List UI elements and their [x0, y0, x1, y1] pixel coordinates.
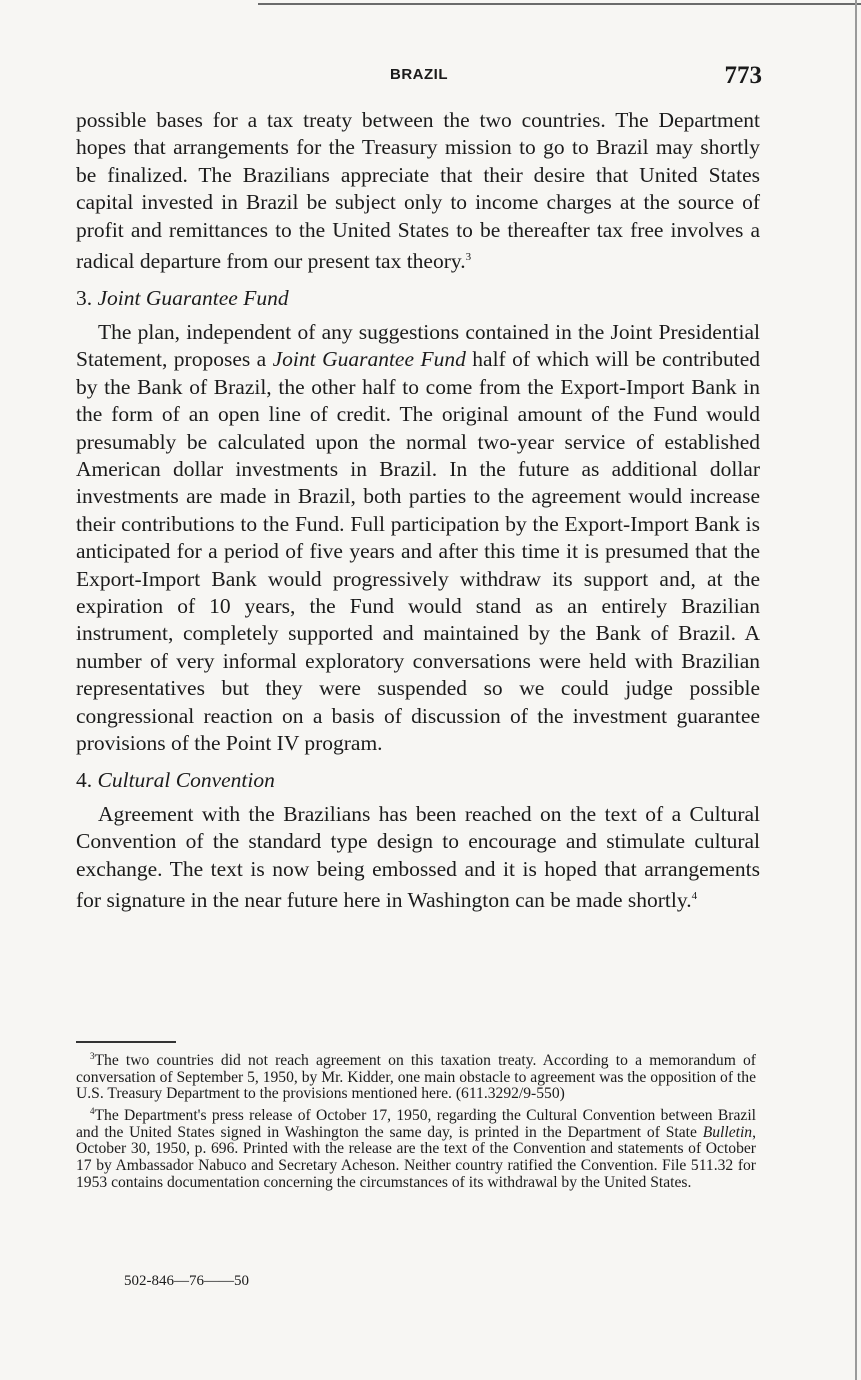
- section-4-number: 4.: [76, 767, 93, 792]
- footnote-4: [76, 1103, 756, 1191]
- footnote-ref-4: 4: [691, 890, 698, 903]
- running-head-title: BRAZIL: [390, 66, 448, 83]
- page-edge-shadow: [855, 0, 857, 1380]
- section-3-heading: [76, 285, 760, 312]
- footnote-3-marker: 3: [90, 1051, 95, 1061]
- opening-paragraph: [76, 107, 760, 276]
- body-text: [76, 107, 760, 915]
- section-3-paragraph: [76, 319, 760, 758]
- footnote-4-text-a: The Department's press release of October 17, 1950, regarding the Cultural Convention between Brazil and the United States signed in Washington the same day, is printed in the Department of State: [76, 1107, 756, 1141]
- footnote-4-bulletin: Bulletin: [702, 1123, 753, 1141]
- running-head: [76, 62, 762, 92]
- opening-paragraph-text: possible bases for a tax treaty between the two countries. The Department hopes that arrangements for the Treasury mission to go to Brazil may shortly be finalized. The Brazilians appreciate that their desire that United States capital invested in Brazil be subject only to income charges at the source of profit and remittances to the United States to be thereafter tax free involves a radical departure from our present tax theory.: [76, 108, 760, 274]
- footnote-3: [76, 1048, 756, 1103]
- section-4-title: Cultural Convention: [97, 767, 275, 792]
- section-3-number: 3.: [76, 285, 93, 310]
- section-3-title: Joint Guarantee Fund: [97, 285, 289, 310]
- footnotes: [76, 1048, 756, 1191]
- page-number: 773: [724, 62, 762, 89]
- section-3-italic-term: Joint Guarantee Fund: [272, 347, 466, 372]
- section-3-text-b: half of which will be contributed by the Bank of Brazil, the other half to come from the Export-Import Bank in the form of an open line of credit. The original amount of the Fund would presumably be calculated upon the normal two-year service of established American dollar investments in Brazil. In the future as additional dollar investments are made in Brazil, both parties to the agreement would increase their contributions to the Fund. Full participation by the Export-Import Bank is anticipated for a period of five years and after this time it is presumed that the Export-Import Bank would progressively withdraw its support and, at the expiration of 10 years, the Fund would stand as an entirely Brazilian instrument, completely supported and maintained by the Bank of Brazil. A number of very informal exploratory conversations were held with Brazilian representatives but they were suspended so we could judge possible congressional reaction on a basis of discussion of the investment guarantee provisions of the Point IV program.: [76, 347, 760, 756]
- footnote-4-marker: 4: [90, 1105, 95, 1116]
- section-4-paragraph: [76, 801, 760, 915]
- footnote-rule: [76, 1041, 176, 1043]
- section-3-text-a: The plan, independent of any suggestions contained in the Joint Presidential Statement, proposes a: [76, 320, 760, 372]
- top-edge-rule: [258, 3, 861, 5]
- section-4-heading: [76, 767, 760, 794]
- section-4-text: Agreement with the Brazilians has been reached on the text of a Cultural Convention of the standard type design to encourage and stimulate cultural exchange. The text is now being embossed and it is hoped that arrangements for signature in the near future here in Washington can be made shortly.: [76, 801, 760, 913]
- footnote-ref-3: 3: [465, 251, 472, 264]
- print-code: 502-846—76——50: [124, 1273, 249, 1289]
- footnote-3-text: The two countries did not reach agreement on this taxation treaty. According to a memorandum of conversation of September 5, 1950, by Mr. Kidder, one main obstacle to agreement was the opposition of the U.S. Treasury Department to the provisions mentioned here. (611.3292/9-550): [76, 1052, 756, 1103]
- footnote-4-text-b: , October 30, 1950, p. 696. Printed with the release are the text of the Convention and statements of October 17 by Ambassador Nabuco and Secretary Acheson. Neither country ratified the Convention. File 511.32 for 1953 contains documentation concerning the circumstances of its withdrawal by the United States.: [76, 1123, 756, 1191]
